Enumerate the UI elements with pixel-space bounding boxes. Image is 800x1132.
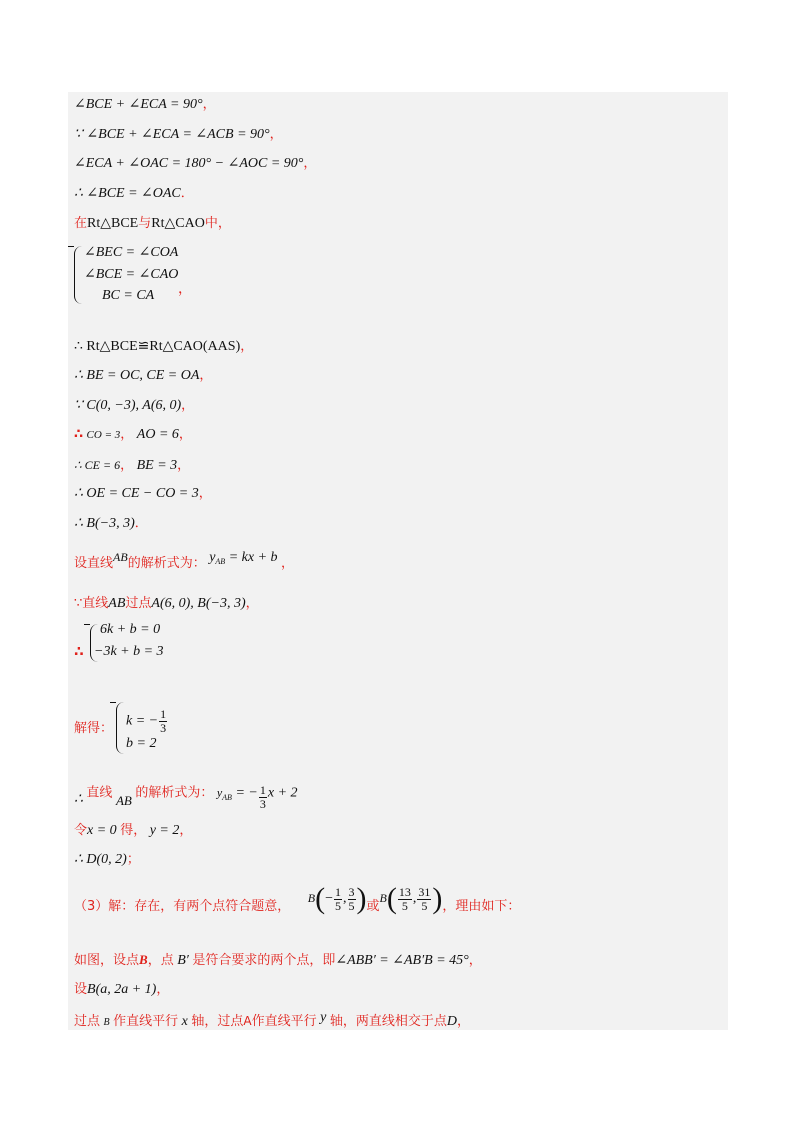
- solution-line: [74, 595, 259, 613]
- solution-line: [74, 951, 482, 970]
- equation-system: [74, 244, 274, 308]
- math-expression: CO = 3: [86, 429, 121, 441]
- solution-line: [74, 981, 169, 999]
- therefore-icon: ∴: [74, 644, 84, 660]
- paren-open-icon: (: [386, 882, 397, 915]
- fraction: [417, 886, 431, 913]
- denominator: 5: [348, 898, 355, 913]
- text: ，点: [147, 953, 174, 968]
- punctuation: ，: [120, 458, 134, 473]
- solution-line: [74, 851, 140, 869]
- solution-line: [74, 96, 216, 114]
- numerator: 13: [398, 884, 411, 899]
- fraction: [398, 886, 412, 913]
- denominator: 5: [398, 899, 412, 913]
- text: 的解析式为：: [127, 556, 206, 571]
- punctuation: ，: [269, 127, 283, 142]
- left-brace-icon: [116, 702, 125, 754]
- math-expression: D: [446, 1014, 457, 1029]
- math-expression: A(6, 0), B(−3, 3): [151, 596, 246, 611]
- punctuation: ，: [245, 596, 259, 611]
- equation-system: [74, 622, 274, 666]
- solution-line: [74, 550, 295, 574]
- math-expression: ∴ B(−3, 3): [74, 516, 135, 531]
- text: 中，: [204, 216, 231, 231]
- punctuation: ，: [179, 823, 193, 838]
- math-expression: B: [103, 1017, 110, 1028]
- solution-line: [74, 1012, 470, 1032]
- solution-line: [74, 822, 192, 840]
- text: 设直线: [74, 556, 114, 571]
- text: 设: [74, 982, 88, 997]
- equation-system: [116, 700, 236, 756]
- text: 如图，设点: [74, 953, 140, 968]
- math-expression: ∴ BE = OC, CE = OA: [74, 368, 200, 383]
- math-expression: ∴ ∠BCE = ∠OAC: [74, 186, 181, 201]
- math-expression: ∴ CE = 6: [74, 458, 121, 472]
- solution-line: [74, 720, 113, 738]
- text: A: [243, 1014, 252, 1028]
- math-expression: ∴ Rt△BCE≌Rt△CAO(AAS): [74, 339, 241, 354]
- solution-line: [74, 155, 316, 173]
- math-expression: ∠ECA + ∠OAC = 180° − ∠AOC = 90°: [74, 156, 304, 171]
- math-expression: AB: [108, 596, 126, 611]
- math-expression: = −: [235, 785, 258, 801]
- punctuation: ．: [134, 516, 148, 531]
- equation-row: −3k + b = 3: [94, 644, 164, 659]
- punctuation: ，: [240, 339, 254, 354]
- punctuation: ；: [126, 852, 140, 867]
- fraction: [259, 784, 267, 811]
- paren-close-icon: ): [356, 882, 367, 915]
- math-expression: x + 2: [267, 785, 298, 801]
- solution-line: [74, 456, 190, 475]
- paren-close-icon: ): [432, 882, 443, 915]
- math-expression: BE = 3: [136, 458, 178, 473]
- solution-line: [74, 485, 212, 503]
- punctuation: ，: [178, 281, 192, 297]
- equation-row: BC = CA: [102, 288, 155, 303]
- math-expression: y: [320, 1010, 327, 1025]
- math-expression: B′: [177, 953, 189, 968]
- text: 解得：: [74, 721, 114, 736]
- math-expression: ∴ D(0, 2): [74, 852, 127, 867]
- punctuation: ，: [181, 398, 195, 413]
- punctuation: ，: [281, 556, 295, 571]
- punctuation: ，: [156, 982, 170, 997]
- numerator: 31: [418, 884, 431, 899]
- math-expression: y = 2: [149, 823, 180, 838]
- equation-row: ∠BEC = ∠COA: [84, 245, 179, 260]
- left-brace-icon: [74, 246, 83, 304]
- math-expression: = kx + b: [228, 550, 278, 565]
- equation-row: k = −: [126, 713, 159, 729]
- numerator: 1: [335, 884, 342, 899]
- solution-line: [74, 515, 148, 533]
- solution-line: [74, 126, 283, 144]
- text: 在: [74, 216, 88, 231]
- math-expression: Rt△CAO: [151, 216, 205, 231]
- punctuation: ，: [177, 458, 191, 473]
- text: 得，: [120, 823, 147, 838]
- numerator: 1: [259, 783, 266, 797]
- punctuation: ．: [180, 186, 194, 201]
- denominator: 5: [417, 899, 431, 913]
- math-expression: AB: [115, 792, 132, 808]
- solution-line: [74, 185, 194, 203]
- denominator: 3: [160, 721, 167, 735]
- punctuation: ，: [456, 1014, 470, 1029]
- math-expression: ∵ C(0, −3), A(6, 0): [74, 398, 182, 413]
- math-expression: x: [181, 1014, 188, 1029]
- math-expression: ∴ OE = CE − CO = 3: [74, 486, 199, 501]
- math-expression: ∠ABB′ = ∠AB′B = 45°: [335, 953, 469, 968]
- math-expression: y: [209, 550, 216, 565]
- solution-line: （3）解：存在，有两个点符合题意， B(− $\frac{1}{5}$ , $\frac{3}{5}$ )或B( $\frac{13}{5}$ , $\frac{31}{5}$ )，理由如下：: [74, 882, 521, 915]
- math-expression: AO = 6: [136, 427, 179, 442]
- denominator: 3: [259, 797, 266, 811]
- text: 作直线平行: [251, 1014, 317, 1029]
- therefore-icon: ∴: [74, 791, 83, 807]
- solution-line: [74, 215, 231, 233]
- punctuation: ，: [120, 427, 134, 442]
- math-expression: B: [139, 952, 148, 967]
- equation-row: b = 2: [126, 736, 157, 751]
- math-expression: B(a, 2a + 1): [87, 982, 157, 997]
- therefore-icon: ∴: [74, 427, 84, 442]
- fraction: [334, 886, 342, 913]
- text: 轴，过点: [191, 1014, 244, 1029]
- paren-open-icon: (: [315, 882, 326, 915]
- solution-line: [74, 367, 212, 385]
- subscript: AB: [215, 557, 226, 566]
- punctuation: ，: [303, 156, 317, 171]
- math-expression: B: [307, 891, 316, 906]
- solution-line: [74, 780, 298, 811]
- text: 过点: [74, 1014, 101, 1029]
- text: 是符合要求的两个点，即: [192, 953, 336, 968]
- text: 与: [138, 216, 152, 231]
- text: 或: [366, 899, 380, 915]
- denominator: 5: [335, 898, 342, 913]
- text: ∵直线: [74, 596, 109, 611]
- punctuation: ，: [199, 368, 213, 383]
- text: 过点: [125, 596, 152, 611]
- math-expression: ∵ ∠BCE + ∠ECA = ∠ACB = 90°: [74, 127, 270, 142]
- numerator: 1: [160, 707, 167, 721]
- punctuation: ，: [198, 486, 212, 501]
- subscript: AB: [222, 792, 232, 802]
- punctuation: ，: [468, 953, 482, 968]
- math-expression: ∠BCE + ∠ECA = 90°: [74, 97, 203, 112]
- math-expression: Rt△BCE: [87, 216, 139, 231]
- math-expression: B: [379, 891, 387, 906]
- text: 直线: [86, 785, 113, 801]
- fraction: [348, 886, 356, 913]
- text: 轴，两直线相交于点: [329, 1014, 447, 1029]
- math-expression: AB: [113, 550, 128, 564]
- fraction: [159, 708, 167, 735]
- numerator: 3: [348, 884, 355, 899]
- math-expression: y: [216, 785, 223, 800]
- solution-line: [74, 426, 192, 444]
- solution-line: [74, 397, 194, 415]
- text: ，理由如下：: [442, 899, 521, 915]
- text: 的解析式为：: [135, 785, 214, 801]
- text: （3）解：存在，有两个点符合题意，: [74, 899, 291, 915]
- math-expression: x = 0: [87, 823, 117, 838]
- punctuation: ，: [178, 427, 192, 442]
- text: 作直线平行: [113, 1014, 179, 1029]
- solution-line: [74, 338, 253, 356]
- equation-row: ∠BCE = ∠CAO: [84, 267, 179, 282]
- text: 令: [74, 823, 88, 838]
- punctuation: ，: [202, 97, 216, 112]
- equation-row: 6k + b = 0: [100, 622, 161, 637]
